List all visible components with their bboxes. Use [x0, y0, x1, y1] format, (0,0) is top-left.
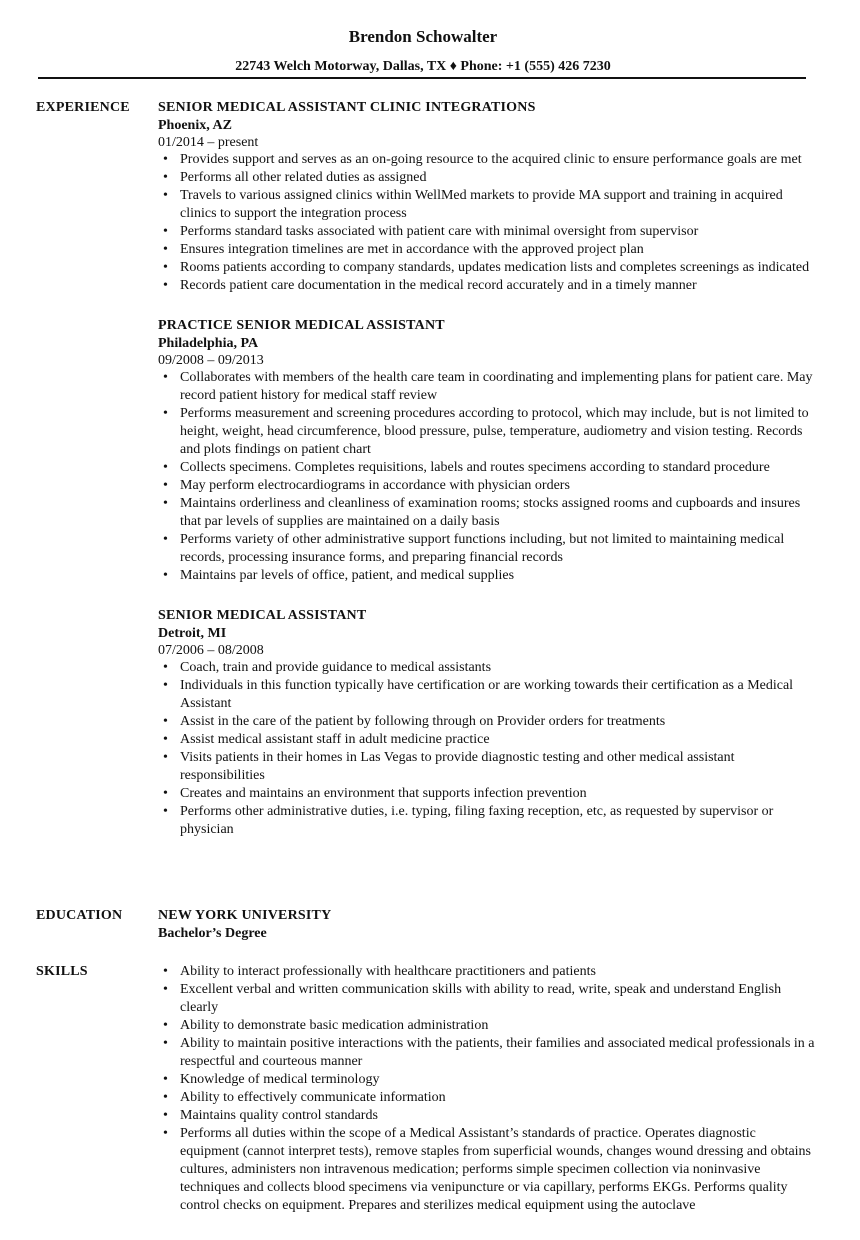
job-duty-item: • Performs other administrative duties, i.e. typing, filing faxing reception, etc, as requested by supervisor or physician — [158, 803, 818, 839]
job-duty-item: • Visits patients in their homes in Las Vegas to provide diagnostic testing and other medical assistant responsibilities — [158, 749, 818, 785]
skill-item: • Ability to demonstrate basic medication administration — [158, 1017, 818, 1035]
job-duty-item: • Performs standard tasks associated with patient care with minimal oversight from supervisor — [158, 223, 818, 241]
job-duty-item: • Assist medical assistant staff in adult medicine practice — [158, 731, 818, 749]
job-duty-item: • Maintains orderliness and cleanliness of examination rooms; stocks assigned rooms and cupboards and insures that par levels of supplies are maintained on a daily basis — [158, 495, 818, 531]
job-dates: 07/2006 – 08/2008 — [158, 643, 264, 658]
job-duty-item: • May perform electrocardiograms in accordance with physician orders — [158, 477, 818, 495]
job-duty-item: • Performs variety of other administrative support functions including, but not limited to maintaining medical records, processing insurance forms, and preparing financial records — [158, 531, 818, 567]
job-duty-item: • Ensures integration timelines are met in accordance with the approved project plan — [158, 241, 818, 259]
job-dates: 09/2008 – 09/2013 — [158, 353, 264, 368]
job-duties-list — [158, 659, 818, 839]
job-entry — [158, 317, 818, 585]
job-location: Detroit, MI — [158, 626, 227, 641]
job-location: Phoenix, AZ — [158, 118, 232, 133]
contact-line: 22743 Welch Motorway, Dallas, TX ♦ Phone: +1 (555) 426 7230 — [235, 59, 611, 74]
job-duties-list — [158, 151, 818, 295]
job-duty-item: • Maintains par levels of office, patient, and medical supplies — [158, 567, 818, 585]
school-name: NEW YORK UNIVERSITY — [158, 908, 332, 923]
skill-item: • Maintains quality control standards — [158, 1107, 818, 1125]
header-divider — [38, 77, 806, 79]
degree-name: Bachelor’s Degree — [158, 926, 267, 941]
job-duty-item: • Rooms patients according to company standards, updates medication lists and completes screenings as indicated — [158, 259, 818, 277]
job-duty-item: • Provides support and serves as an on-going resource to the acquired clinic to ensure performance goals are met — [158, 151, 818, 169]
candidate-name: Brendon Schowalter — [348, 27, 498, 46]
job-duty-item: • Performs measurement and screening procedures according to protocol, which may include, but is not limited to height, weight, head circumference, blood pressure, pulse, temperature, audiometry and vision testing. Records and plots findings on patient chart — [158, 405, 818, 459]
section-label-skills: SKILLS — [36, 964, 88, 979]
job-duty-item: • Performs all other related duties as assigned — [158, 169, 818, 187]
skill-item: • Knowledge of medical terminology — [158, 1071, 818, 1089]
job-duty-item: • Collects specimens. Completes requisitions, labels and routes specimens according to standard procedure — [158, 459, 818, 477]
job-entry — [158, 99, 818, 295]
job-duty-item: • Creates and maintains an environment that supports infection prevention — [158, 785, 818, 803]
skill-item: • Excellent verbal and written communication skills with ability to read, write, speak and understand English clearly — [158, 981, 818, 1017]
experience-entries — [158, 99, 818, 861]
job-title: SENIOR MEDICAL ASSISTANT CLINIC INTEGRATIONS — [158, 100, 536, 115]
job-duties-list — [158, 369, 818, 585]
job-duty-item: • Records patient care documentation in the medical record accurately and in a timely manner — [158, 277, 818, 295]
education-entry — [158, 907, 818, 943]
section-label-experience: EXPERIENCE — [36, 100, 130, 115]
skill-item: • Ability to maintain positive interactions with the patients, their families and associated medical professionals in a respectful and courteous manner — [158, 1035, 818, 1071]
job-title: PRACTICE SENIOR MEDICAL ASSISTANT — [158, 318, 445, 333]
job-duty-item: • Assist in the care of the patient by following through on Provider orders for treatments — [158, 713, 818, 731]
job-duty-item: • Collaborates with members of the health care team in coordinating and implementing plans for patient care. May record patient history for medical staff review — [158, 369, 818, 405]
job-dates: 01/2014 – present — [158, 135, 259, 150]
job-duty-item: • Individuals in this function typically have certification or are working towards their certification as a Medical Assistant — [158, 677, 818, 713]
job-duty-item: • Travels to various assigned clinics within WellMed markets to provide MA support and training in acquired clinics to support the integration process — [158, 187, 818, 223]
job-title: SENIOR MEDICAL ASSISTANT — [158, 608, 367, 623]
skill-item: • Ability to interact professionally with healthcare practitioners and patients — [158, 963, 818, 981]
job-location: Philadelphia, PA — [158, 336, 259, 351]
skill-item: • Performs all duties within the scope of a Medical Assistant’s standards of practice. Operates diagnostic equipment (cannot interpret tests), remove staples from superficial wounds, changes wound dressing and obtains cultures, administers non intravenous medication; performs simple specimen collection via noninvasive techniques and collects blood specimens via venipuncture or via capillary, performs EKGs. Performs quality control checks on equipment. Prepares and sterilizes medical equipment using the autoclave — [158, 1125, 818, 1215]
section-label-education: EDUCATION — [36, 908, 123, 923]
job-duty-item: • Coach, train and provide guidance to medical assistants — [158, 659, 818, 677]
job-entry — [158, 607, 818, 839]
skills-entries — [158, 963, 818, 1215]
skill-item: • Ability to effectively communicate information — [158, 1089, 818, 1107]
skills-list — [158, 963, 818, 1215]
